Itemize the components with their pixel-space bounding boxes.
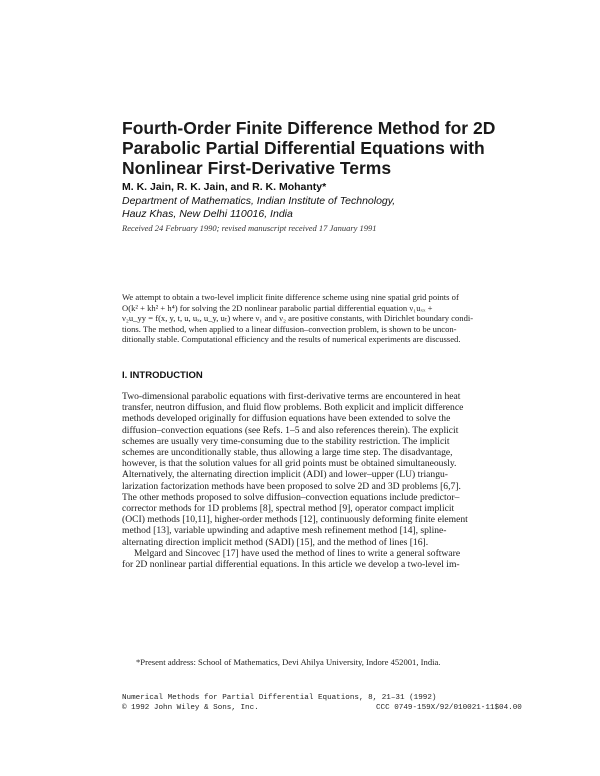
body-line: The other methods proposed to solve diffusion–convection equations include predictor– xyxy=(122,491,460,503)
body-line: schemes are usually very time-consuming due to the stability restriction. The implicit xyxy=(122,435,450,447)
body-text xyxy=(122,391,498,570)
section-heading: I. INTRODUCTION xyxy=(122,370,203,381)
body-line: for 2D nonlinear partial differential equations. In this article we develop a two-level im- xyxy=(122,559,460,571)
author-list: M. K. Jain, R. K. Jain, and R. K. Mohanty* xyxy=(122,181,327,193)
body-line: Two-dimensional parabolic equations with first-derivative terms are encountered in heat xyxy=(122,391,461,402)
received-date: Received 24 February 1990; revised manuscript received 17 January 1991 xyxy=(122,223,377,233)
copyright-line: © 1992 John Wiley & Sons, Inc. xyxy=(122,704,259,712)
body-line: Melgard and Sincovec [17] have used the method of lines to write a general software xyxy=(134,547,461,559)
affiliation xyxy=(122,195,395,221)
affiliation-line: Hauz Khas, New Delhi 110016, India xyxy=(122,208,293,220)
body-line: methods developed originally for diffusion equations have been extended to solve the xyxy=(122,413,451,425)
body-line: corrector methods for 1D problems [8], spectral method [9], operator compact implicit xyxy=(122,503,455,515)
abstract xyxy=(122,292,498,345)
paper-title xyxy=(122,118,522,178)
journal-citation: Numerical Methods for Partial Differential Equations, 8, 21–31 (1992) xyxy=(122,694,437,702)
affiliation-line: Department of Mathematics, Indian Institute of Technology, xyxy=(122,195,396,207)
body-line: transfer, neutron diffusion, and fluid flow problems. Both explicit and implicit difference xyxy=(122,402,464,414)
body-line: diffusion–convection equations (see Refs. 1–5 and also references therein). The explicit xyxy=(122,424,459,436)
body-line: larization factorization methods have been proposed to solve 2D and 3D problems [6,7]. xyxy=(122,480,461,492)
abstract-line: ditionally stable. Computational efficiency and the results of numerical experiments are discussed. xyxy=(122,334,461,344)
abstract-line: ν₂u_yy = f(x, y, t, u, uₓ, u_y, uₜ) where ν₁ and ν₂ are positive constants, with Dirichlet boundary condi- xyxy=(122,313,474,323)
title-line: Fourth-Order Finite Difference Method for 2D xyxy=(122,118,496,138)
body-line: alternating direction implicit method (SADI) [15], and the method of lines [16]. xyxy=(122,536,429,548)
body-line: schemes are unconditionally stable, thus allowing a large time step. The disadvantage, xyxy=(122,447,453,459)
footnote: *Present address: School of Mathematics, Devi Ahilya University, Indore 452001, India. xyxy=(136,657,441,667)
body-line: Alternatively, the alternating direction implicit (ADI) and lower–upper (LU) triangu- xyxy=(122,469,448,481)
abstract-line: We attempt to obtain a two-level implicit finite difference scheme using nine spatial grid points of xyxy=(122,292,459,302)
title-line: Nonlinear First-Derivative Terms xyxy=(122,158,392,178)
abstract-line: tions. The method, when applied to a linear diffusion–convection problem, is shown to be uncon- xyxy=(122,323,457,334)
ccc-code: CCC 0749-159X/92/010021-11$04.00 xyxy=(376,704,522,712)
title-line: Parabolic Partial Differential Equations with xyxy=(122,138,485,158)
abstract-line: O(k² + kh² + h⁴) for solving the 2D nonlinear parabolic partial differential equation ν₁uₓₓ + xyxy=(122,302,433,313)
body-line: (OCI) methods [10,11], higher-order methods [12], continuously deforming finite element xyxy=(122,514,468,526)
body-line: method [13], variable upwinding and adaptive mesh refinement method [14], spline- xyxy=(122,525,447,537)
body-line: however, is that the solution values for all grid points must be obtained simultaneously. xyxy=(122,458,457,470)
